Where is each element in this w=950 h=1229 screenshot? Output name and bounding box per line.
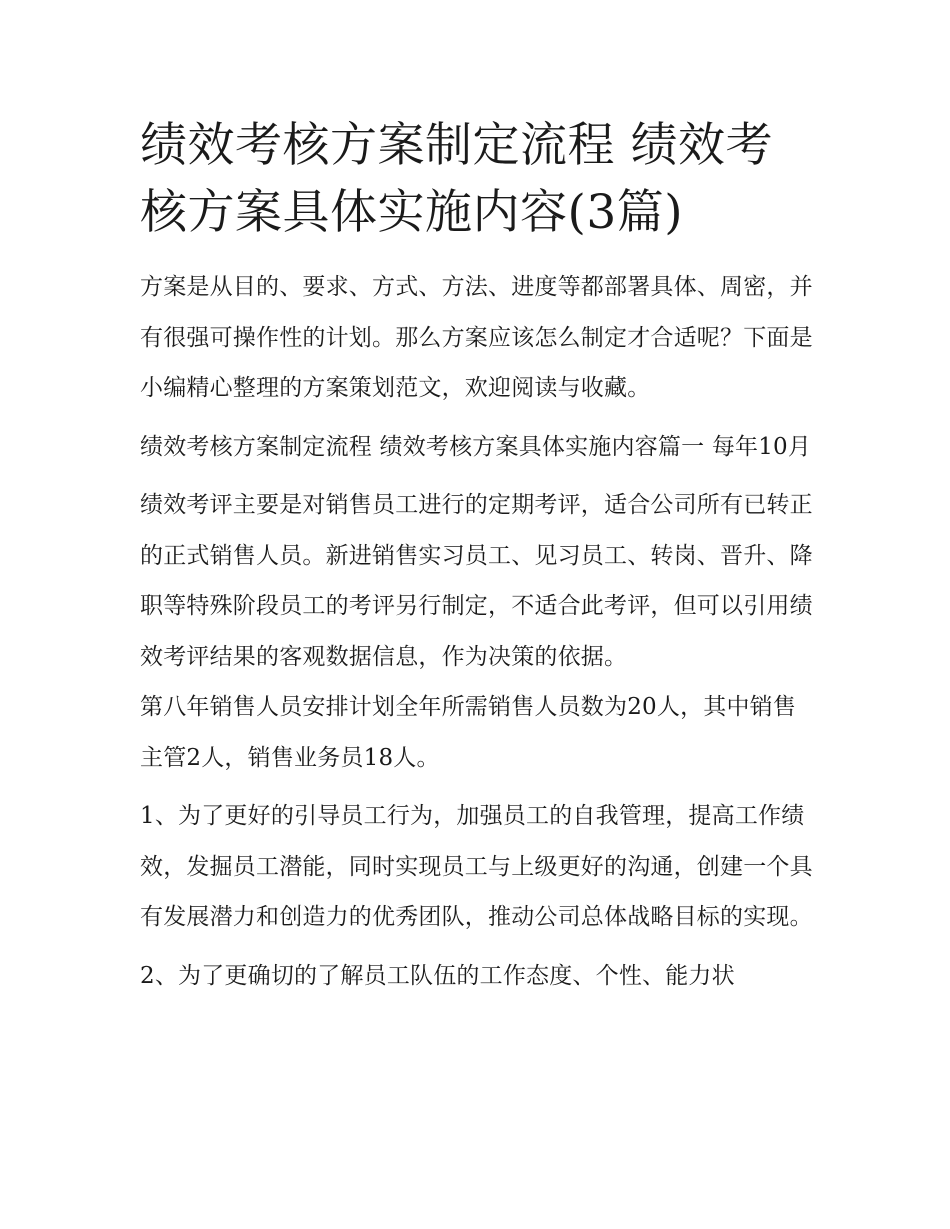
document-body [140, 262, 818, 1001]
paragraph-staffing: 第八年销售人员安排计划全年所需销售人员数为20人，其中销售主管2人，销售业务员18人。 [140, 694, 797, 771]
document-page [140, 112, 818, 1009]
paragraph-purpose-1: 1、为了更好的引导员工行为，加强员工的自我管理，提高工作绩效，发掘员工潜能，同时实现员工与上级更好的沟通，创建一个具有发展潜力和创造力的优秀团队，推动公司总体战略目标的实现。 [140, 803, 813, 930]
document-title: 绩效考核方案制定流程 绩效考核方案具体实施内容(3篇) [140, 118, 773, 240]
paragraph-purpose-2: 2、为了更确切的了解员工队伍的工作态度、个性、能力状 [140, 962, 735, 989]
paragraph-intro: 方案是从目的、要求、方式、方法、进度等都部署具体、周密，并有很强可操作性的计划。那么方案应该怎么制定才合适呢？下面是小编精心整理的方案策划范文，欢迎阅读与收藏。 [140, 274, 813, 401]
paragraph-scope: 绩效考评主要是对销售员工进行的定期考评，适合公司所有已转正的正式销售人员。新进销售实习员工、见习员工、转岗、晋升、降职等特殊阶段员工的考评另行制定，不适合此考评，但可以引用绩效考评结果的客观数据信息，作为决策的依据。 [140, 492, 813, 670]
paragraph-section-heading: 绩效考核方案制定流程 绩效考核方案具体实施内容篇一 每年10月 [140, 433, 812, 460]
